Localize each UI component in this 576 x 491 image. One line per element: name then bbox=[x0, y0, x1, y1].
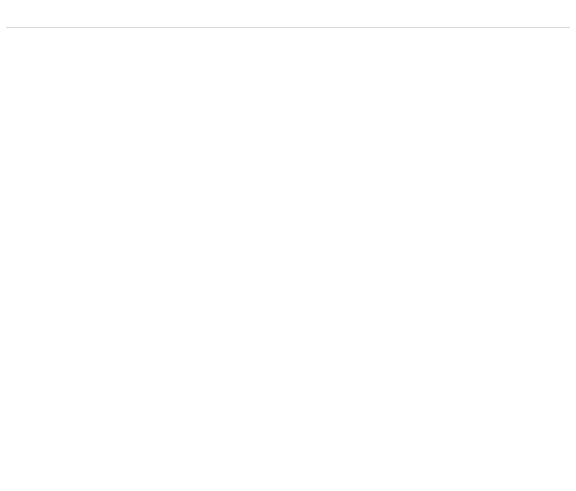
header-divider bbox=[6, 27, 570, 28]
notice-body bbox=[6, 80, 570, 436]
